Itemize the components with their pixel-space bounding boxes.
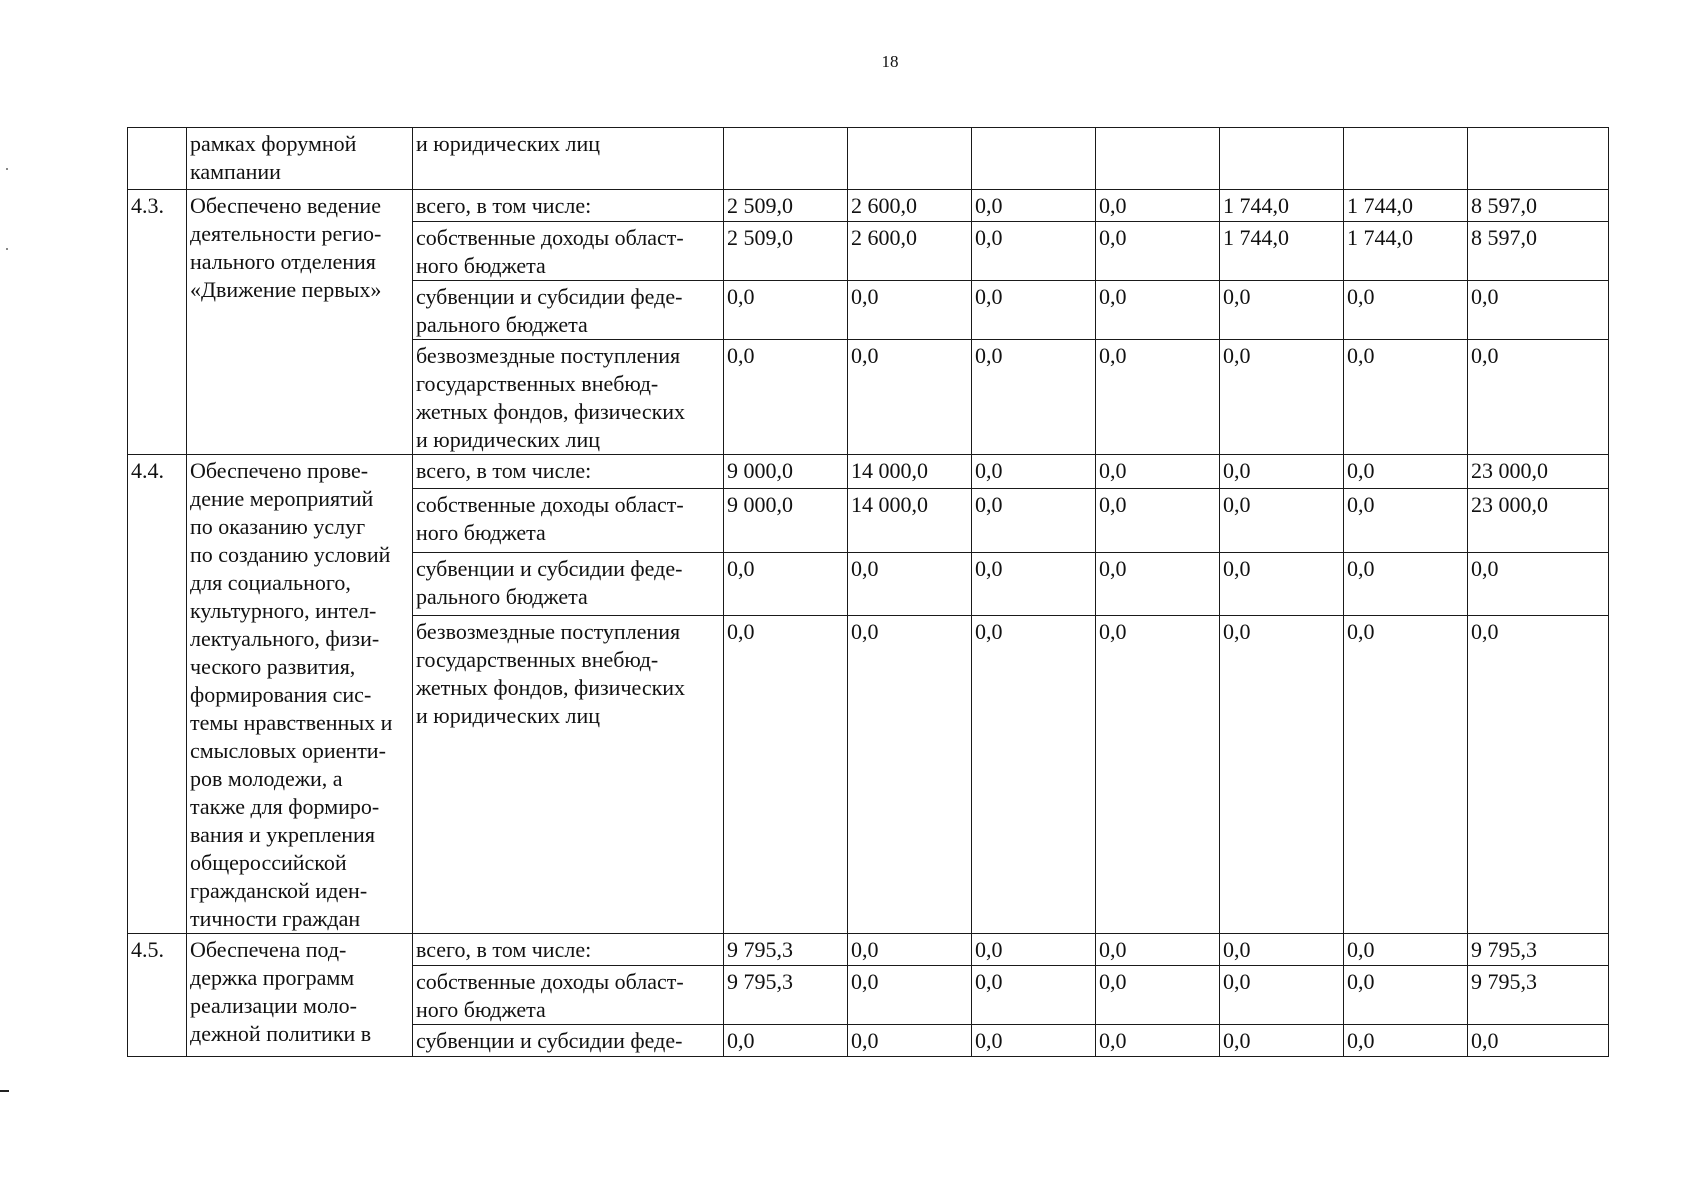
amount-cell: 0,0 — [848, 966, 972, 1025]
amount-cell — [1344, 128, 1468, 190]
amount-cell: 0,0 — [1344, 281, 1468, 340]
table-row — [128, 128, 1609, 190]
amount-cell: 9 000,0 — [724, 489, 848, 552]
amount-cell: 9 795,3 — [1468, 966, 1609, 1025]
amount-cell: 0,0 — [1220, 616, 1344, 934]
amount-cell: 0,0 — [1096, 934, 1220, 966]
amount-cell — [1220, 128, 1344, 190]
amount-cell — [1096, 128, 1220, 190]
amount-cell: 0,0 — [1096, 552, 1220, 615]
item-number-cell: 4.4. — [128, 455, 187, 934]
amount-cell: 2 509,0 — [724, 222, 848, 281]
amount-cell — [972, 128, 1096, 190]
amount-cell: 0,0 — [1220, 1025, 1344, 1057]
amount-cell: 0,0 — [972, 616, 1096, 934]
amount-cell: 0,0 — [1344, 1025, 1468, 1057]
amount-cell: 0,0 — [972, 552, 1096, 615]
amount-cell: 2 600,0 — [848, 190, 972, 222]
page-number: 18 — [881, 52, 899, 71]
amount-cell: 0,0 — [1344, 489, 1468, 552]
amount-cell — [848, 128, 972, 190]
item-number-cell: 4.5. — [128, 934, 187, 1057]
amount-cell: 9 795,3 — [724, 934, 848, 966]
amount-cell: 0,0 — [724, 1025, 848, 1057]
amount-cell: 0,0 — [1468, 340, 1609, 455]
margin-mark — [6, 248, 8, 250]
amount-cell: 0,0 — [1220, 934, 1344, 966]
amount-cell: 0,0 — [1468, 552, 1609, 615]
amount-cell: 0,0 — [1096, 340, 1220, 455]
amount-cell: 0,0 — [1468, 281, 1609, 340]
amount-cell: 0,0 — [972, 966, 1096, 1025]
amount-cell: 0,0 — [972, 190, 1096, 222]
amount-cell: 0,0 — [848, 552, 972, 615]
amount-cell: 0,0 — [1344, 552, 1468, 615]
amount-cell — [1468, 128, 1609, 190]
funding-source-cell: собственные доходы област- ного бюджета — [413, 222, 724, 281]
amount-cell: 0,0 — [1096, 190, 1220, 222]
amount-cell: 0,0 — [724, 340, 848, 455]
amount-cell: 0,0 — [1468, 1025, 1609, 1057]
amount-cell: 23 000,0 — [1468, 489, 1609, 552]
amount-cell: 0,0 — [1220, 455, 1344, 489]
margin-mark — [6, 168, 8, 170]
funding-source-cell: собственные доходы област- ного бюджета — [413, 489, 724, 552]
amount-cell: 23 000,0 — [1468, 455, 1609, 489]
amount-cell: 0,0 — [1096, 489, 1220, 552]
amount-cell: 0,0 — [972, 1025, 1096, 1057]
amount-cell: 1 744,0 — [1344, 190, 1468, 222]
amount-cell: 0,0 — [972, 222, 1096, 281]
item-number-cell — [128, 128, 187, 190]
amount-cell: 0,0 — [848, 340, 972, 455]
item-name-cell: Обеспечена под- держка программ реализации моло- дежной политики в — [187, 934, 413, 1057]
funding-source-cell: и юридических лиц — [413, 128, 724, 190]
amount-cell: 0,0 — [1096, 455, 1220, 489]
amount-cell: 0,0 — [1220, 489, 1344, 552]
amount-cell: 0,0 — [724, 552, 848, 615]
amount-cell: 0,0 — [972, 455, 1096, 489]
amount-cell: 0,0 — [1096, 1025, 1220, 1057]
amount-cell: 8 597,0 — [1468, 222, 1609, 281]
amount-cell: 0,0 — [1344, 340, 1468, 455]
amount-cell — [724, 128, 848, 190]
amount-cell: 0,0 — [1096, 616, 1220, 934]
amount-cell: 0,0 — [848, 616, 972, 934]
item-name-cell: рамках форумной кампании — [187, 128, 413, 190]
table-row — [128, 934, 1609, 966]
funding-source-cell: субвенции и субсидии феде- рального бюджета — [413, 281, 724, 340]
funding-source-cell: всего, в том числе: — [413, 455, 724, 489]
amount-cell: 2 509,0 — [724, 190, 848, 222]
amount-cell: 0,0 — [1344, 455, 1468, 489]
amount-cell: 0,0 — [724, 281, 848, 340]
amount-cell: 9 000,0 — [724, 455, 848, 489]
amount-cell: 0,0 — [972, 281, 1096, 340]
amount-cell: 0,0 — [1344, 616, 1468, 934]
funding-source-cell: собственные доходы област- ного бюджета — [413, 966, 724, 1025]
table-row — [128, 455, 1609, 489]
amount-cell: 9 795,3 — [1468, 934, 1609, 966]
funding-source-cell: субвенции и субсидии феде- — [413, 1025, 724, 1057]
amount-cell: 0,0 — [972, 934, 1096, 966]
amount-cell: 8 597,0 — [1468, 190, 1609, 222]
amount-cell: 0,0 — [1096, 966, 1220, 1025]
amount-cell: 0,0 — [972, 340, 1096, 455]
table-row — [128, 190, 1609, 222]
amount-cell: 0,0 — [848, 934, 972, 966]
amount-cell: 0,0 — [1220, 281, 1344, 340]
amount-cell: 1 744,0 — [1220, 222, 1344, 281]
amount-cell: 0,0 — [972, 489, 1096, 552]
amount-cell: 0,0 — [1096, 281, 1220, 340]
amount-cell: 0,0 — [1344, 966, 1468, 1025]
funding-source-cell: безвозмездные поступления государственных внебюд- жетных фондов, физических и юридических лиц — [413, 616, 724, 934]
amount-cell: 14 000,0 — [848, 489, 972, 552]
amount-cell: 0,0 — [1468, 616, 1609, 934]
amount-cell: 0,0 — [848, 281, 972, 340]
item-number-cell: 4.3. — [128, 190, 187, 455]
amount-cell: 0,0 — [1220, 340, 1344, 455]
item-name-cell: Обеспечено ведение деятельности регио- нального отделения «Движение первых» — [187, 190, 413, 455]
amount-cell: 2 600,0 — [848, 222, 972, 281]
amount-cell: 1 744,0 — [1220, 190, 1344, 222]
margin-mark — [0, 1090, 9, 1092]
amount-cell: 0,0 — [1344, 934, 1468, 966]
budget-table — [127, 127, 1609, 1057]
amount-cell: 9 795,3 — [724, 966, 848, 1025]
amount-cell: 0,0 — [848, 1025, 972, 1057]
amount-cell: 0,0 — [724, 616, 848, 934]
funding-source-cell: безвозмездные поступления государственных внебюд- жетных фондов, физических и юридических лиц — [413, 340, 724, 455]
amount-cell: 1 744,0 — [1344, 222, 1468, 281]
amount-cell: 14 000,0 — [848, 455, 972, 489]
funding-source-cell: субвенции и субсидии феде- рального бюджета — [413, 552, 724, 615]
item-name-cell: Обеспечено прове- дение мероприятий по оказанию услуг по созданию условий для социального, культурного, интел- лектуального, физи- ческого развития, формирования сис- темы нравственных и смысловых ориенти- ров молодежи, а также для формиро- вания и укрепления общероссийской гражданской иден- тичности граждан — [187, 455, 413, 934]
funding-source-cell: всего, в том числе: — [413, 190, 724, 222]
funding-source-cell: всего, в том числе: — [413, 934, 724, 966]
amount-cell: 0,0 — [1220, 966, 1344, 1025]
amount-cell: 0,0 — [1096, 222, 1220, 281]
amount-cell: 0,0 — [1220, 552, 1344, 615]
